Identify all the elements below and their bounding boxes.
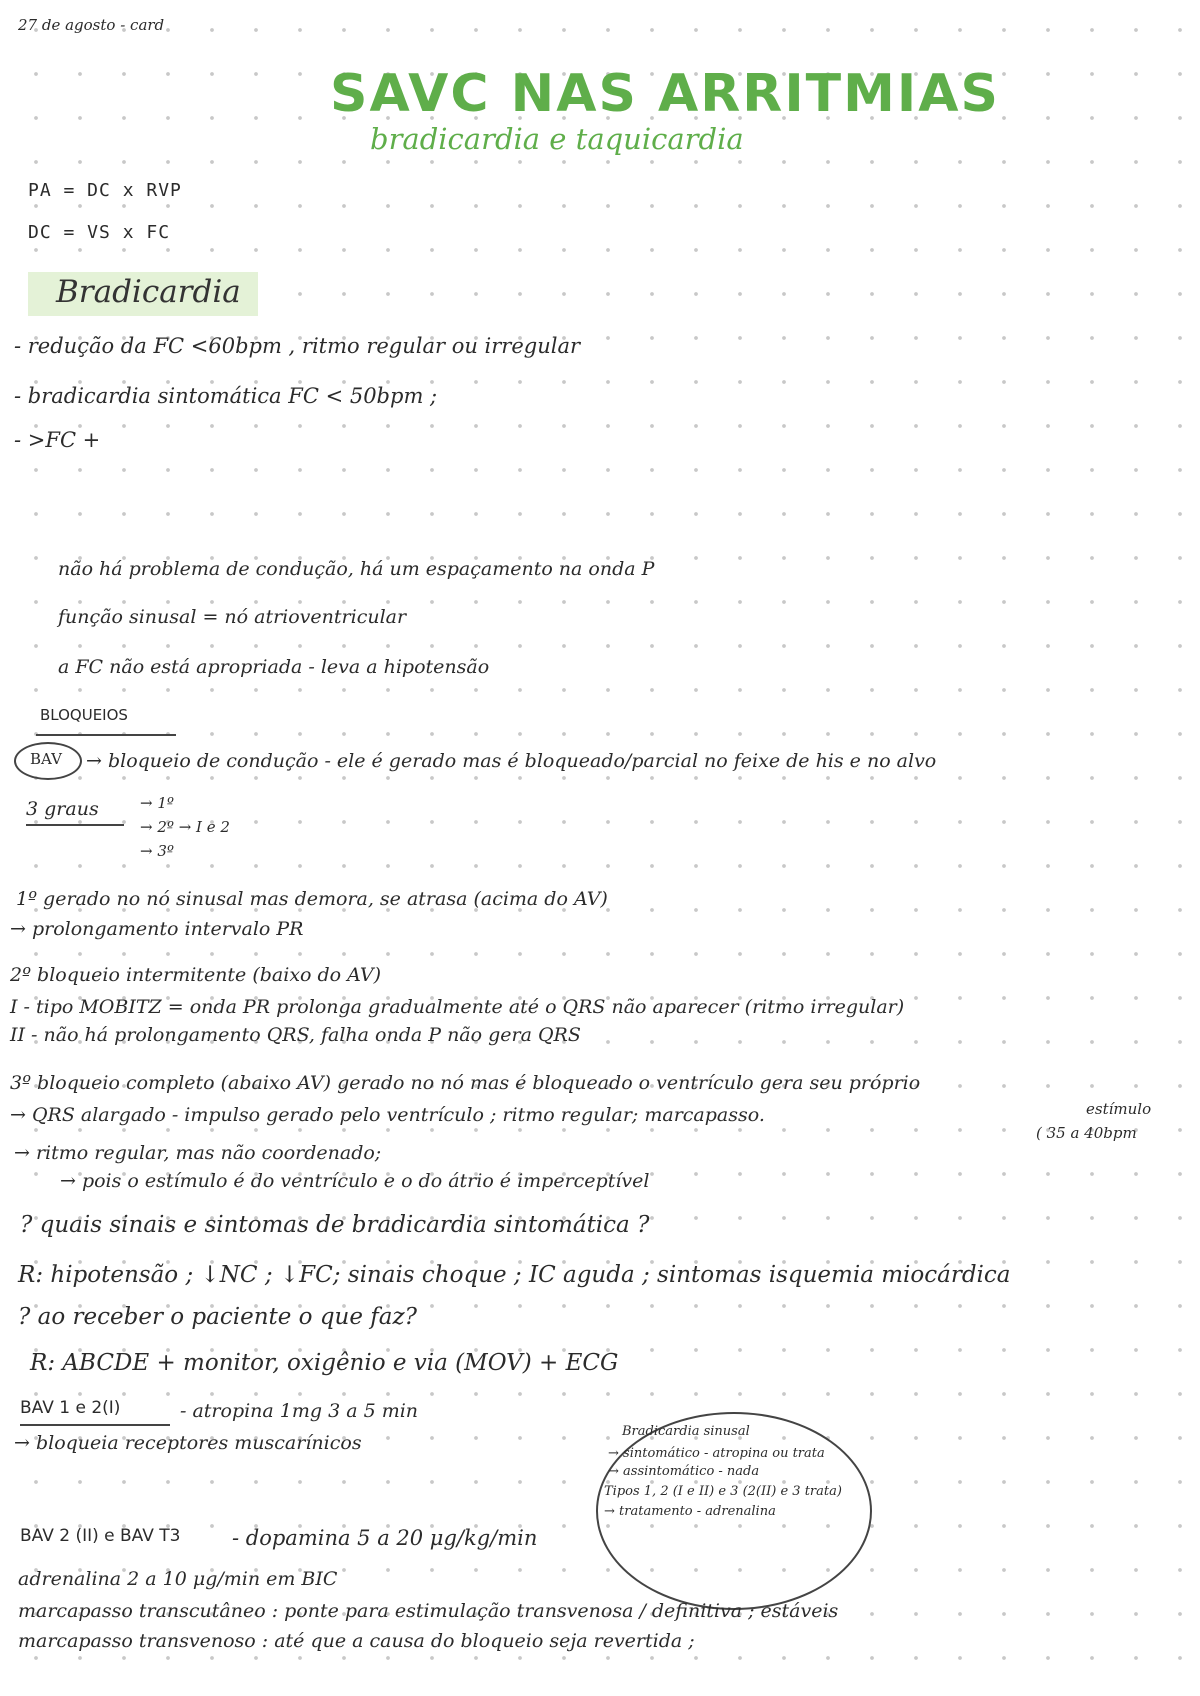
section-heading: Bradicardia [56,274,241,310]
side-note-estimulo: estímulo [1086,1100,1152,1118]
oval-line-2: → sintomático - atropina ou trata [608,1446,825,1461]
grau3-ritmo: → ritmo regular, mas não coordenado; [14,1142,382,1164]
bav12-note: → bloqueia receptores muscarínicos [14,1432,362,1454]
grau1-detail: 1º gerado no nó sinusal mas demora, se atrasa (acima do AV) [16,888,608,910]
treatment-line-transvenoso: marcapasso transvenoso : até que a causa do bloqueio seja revertida ; [18,1630,695,1652]
answer-2: R: ABCDE + monitor, oxigênio e via (MOV) + ECG [30,1350,619,1376]
bloqueios-heading: BLOQUEIOS [40,706,128,724]
formula-dc: DC = VS x FC [28,222,171,243]
date-header: 27 de agosto - card [18,16,165,34]
note-1: não há problema de condução, há um espaçamento na onda P [58,558,655,580]
grau1-subdetail: → prolongamento intervalo PR [10,918,304,940]
grau3-estimulo: → pois o estímulo é do ventrículo e o do átrio é imperceptível [60,1170,650,1192]
bav-label: BAV [30,750,62,768]
side-note-bpm: ( 35 a 40bpm [1036,1124,1137,1142]
question-2: ? ao receber o paciente o que faz? [18,1304,417,1330]
note-2: função sinusal = nó atrioventricular [58,606,407,628]
grau3-qrs: → QRS alargado - impulso gerado pelo ventrículo ; ritmo regular; marcapasso. [10,1104,765,1126]
bullet-3: - >FC + [14,428,101,452]
grau2-tipo2: II - não há prolongamento QRS, falha onda P não gera QRS [10,1024,581,1046]
grau3-detail: 3º bloqueio completo (abaixo AV) gerado no nó mas é bloqueado o ventrículo gera seu próprio [10,1072,921,1094]
graus-label: 3 graus [26,798,99,820]
question-1: ? quais sinais e sintomas de bradicardia sintomática ? [20,1212,650,1238]
page-title: SAVC NAS ARRITMIAS [330,64,1000,124]
bav12-underline [20,1424,170,1426]
bav23-heading: BAV 2 (II) e BAV T3 [20,1526,181,1546]
grau2-tipo1: I - tipo MOBITZ = onda PR prolonga gradualmente até o QRS não aparecer (ritmo irregular) [10,996,905,1018]
note-3: a FC não está apropriada - leva a hipotensão [58,656,490,678]
oval-line-5: → tratamento - adrenalina [604,1504,776,1519]
oval-line-1: Bradicardia sinusal [622,1424,750,1439]
section-heading-highlight [28,272,258,316]
bav12-treatment: - atropina 1mg 3 a 5 min [180,1400,419,1422]
grau-item-2: → 2º → I e 2 [140,818,230,836]
bloqueios-underline [36,734,176,736]
formula-pa: PA = DC x RVP [28,180,182,201]
bav23-treatment: - dopamina 5 a 20 μg/kg/min [232,1526,538,1550]
answer-1: R: hipotensão ; ↓NC ; ↓FC; sinais choque ; IC aguda ; sintomas isquemia miocárdica [18,1262,1011,1288]
oval-line-4: Tipos 1, 2 (I e II) e 3 (2(II) e 3 trata) [604,1484,842,1499]
page-subtitle: bradicardia e taquicardia [370,122,744,156]
treatment-line-transcutaneo: marcapasso transcutâneo : ponte para estimulação transvenosa / definitiva ; estáveis [18,1600,839,1622]
grau2-detail: 2º bloqueio intermitente (baixo do AV) [10,964,382,986]
bullet-2: - bradicardia sintomática FC < 50bpm ; [14,384,438,408]
graus-underline [26,824,124,826]
bav-definition: → bloqueio de condução - ele é gerado mas é bloqueado/parcial no feixe de his e no alvo [86,750,937,772]
grau-item-3: → 3º [140,842,174,860]
bav12-heading: BAV 1 e 2(I) [20,1398,121,1418]
bullet-1: - redução da FC <60bpm , ritmo regular ou irregular [14,334,581,358]
oval-line-3: → assintomático - nada [608,1464,760,1479]
grau-item-1: → 1º [140,794,174,812]
treatment-line-adrenalina: adrenalina 2 a 10 μg/min em BIC [18,1568,338,1590]
